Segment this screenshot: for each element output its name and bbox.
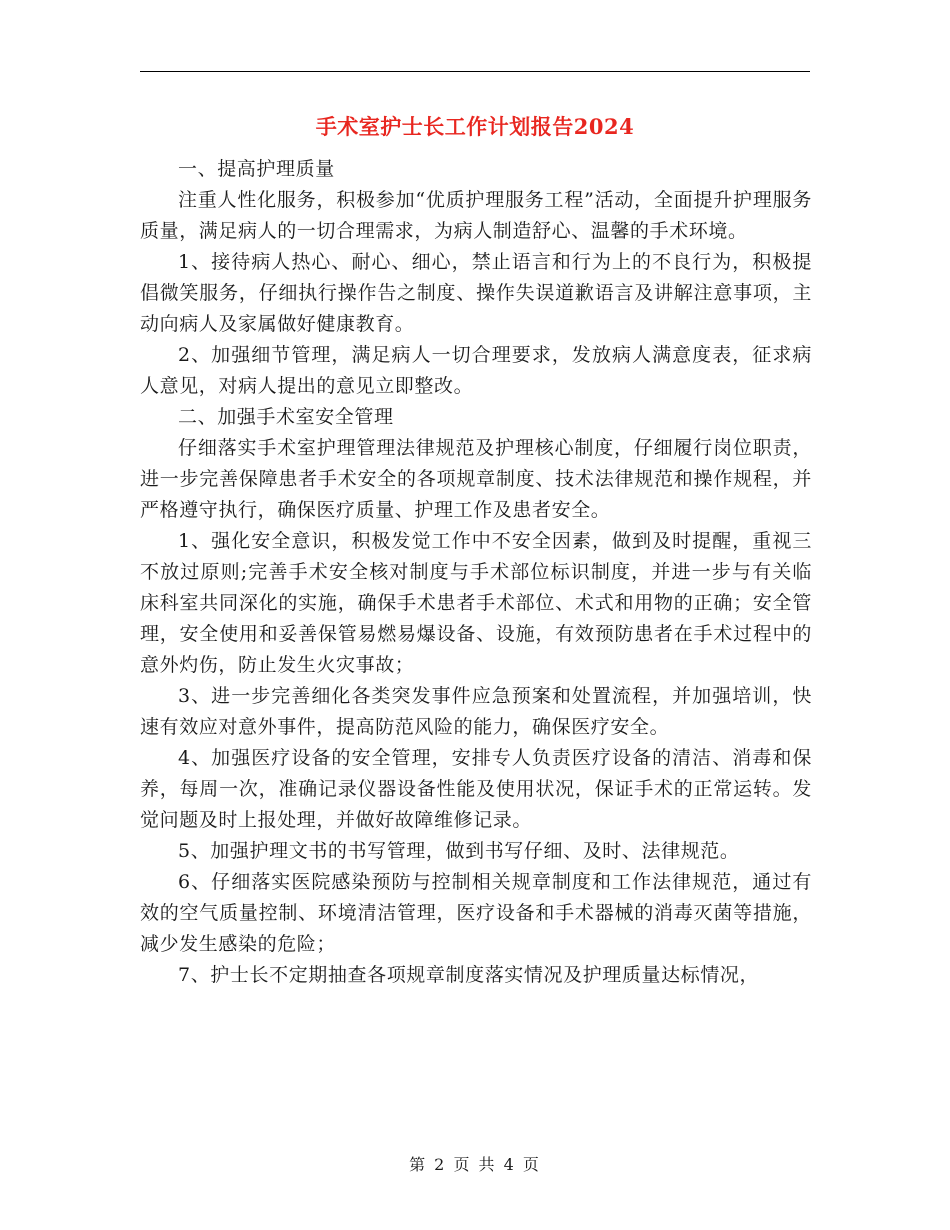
- paragraph: 仔细落实手术室护理管理法律规范及护理核心制度，仔细履行岗位职责，进一步完善保障患者手术安全的各项规章制度、技术法律规范和操作规程，并严格遵守执行，确保医疗质量、护理工作及患者安全。: [140, 437, 812, 521]
- list-item: 4、加强医疗设备的安全管理，安排专人负责医疗设备的清洁、消毒和保养，每周一次，准确记录仪器设备性能及使用状况，保证手术的正常运转。发觉问题及时上报处理，并做好故障维修记录。: [140, 747, 812, 831]
- section-heading-1: 一、提高护理质量: [178, 158, 335, 180]
- list-item: 2、加强细节管理，满足病人一切合理要求，发放病人满意度表，征求病人意见，对病人提出的意见立即整改。: [140, 344, 812, 397]
- document-body: [140, 154, 812, 991]
- list-item: 6、仔细落实医院感染预防与控制相关规章制度和工作法律规范，通过有效的空气质量控制、环境清洁管理，医疗设备和手术器械的消毒灭菌等措施，减少发生感染的危险；: [140, 871, 812, 955]
- header-rule: [140, 71, 810, 72]
- list-item: 7、护士长不定期抽查各项规章制度落实情况及护理质量达标情况，: [178, 964, 760, 986]
- section-heading-2: 二、加强手术室安全管理: [178, 406, 394, 428]
- list-item: 5、加强护理文书的书写管理，做到书写仔细、及时、法律规范。: [178, 840, 740, 862]
- paragraph: 注重人性化服务，积极参加“优质护理服务工程”活动，全面提升护理服务质量，满足病人的一切合理需求，为病人制造舒心、温馨的手术环境。: [140, 189, 812, 242]
- list-item: 1、强化安全意识，积极发觉工作中不安全因素，做到及时提醒，重视三不放过原则;完善手术安全核对制度与手术部位标识制度，并进一步与有关临床科室共同深化的实施，确保手术患者手术部位、术式和用物的正确；安全管理，安全使用和妥善保管易燃易爆设备、设施，有效预防患者在手术过程中的意外灼伤，防止发生火灾事故；: [140, 530, 812, 676]
- document-title: 手术室护士长工作计划报告2024: [315, 114, 635, 139]
- list-item: 3、进一步完善细化各类突发事件应急预案和处置流程，并加强培训，快速有效应对意外事件，提高防范风险的能力，确保医疗安全。: [140, 685, 812, 738]
- page-number: 第 2 页 共 4 页: [409, 1155, 541, 1174]
- list-item: 1、接待病人热心、耐心、细心，禁止语言和行为上的不良行为，积极提倡微笑服务，仔细执行操作告之制度、操作失误道歉语言及讲解注意事项，主动向病人及家属做好健康教育。: [140, 251, 812, 335]
